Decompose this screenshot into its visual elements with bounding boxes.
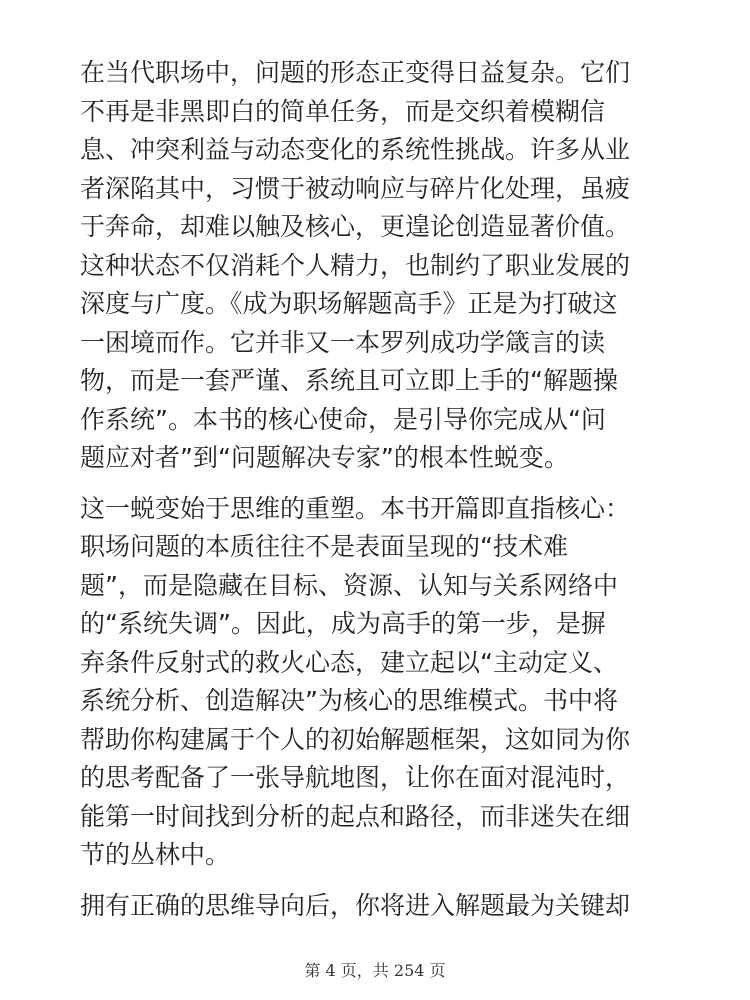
body-text bbox=[80, 54, 680, 925]
text-line: 深度与广度。《成为职场解题高手》正是为打破这 bbox=[80, 289, 618, 318]
text-line: 弃条件反射式的救火心态，建立起以“主动定义、 bbox=[80, 647, 618, 677]
text-line: 者深陷其中，习惯于被动响应与碎片化处理，虽疲 bbox=[80, 173, 631, 203]
text-line: 在当代职场中，问题的形态正变得日益复杂。它们 bbox=[80, 58, 631, 87]
paragraph-2 bbox=[80, 490, 680, 875]
text-line: 拥有正确的思维导向后，你将进入解题最为关键却 bbox=[80, 890, 631, 920]
text-line: 这一蜕变始于思维的重塑。本书开篇即直指核心： bbox=[80, 493, 631, 523]
text-line: 题应对者”到“问题解决专家”的根本性蜕变。 bbox=[80, 443, 569, 472]
text-line: 作系统”。本书的核心使命，是引导你完成从“问 bbox=[80, 404, 606, 434]
text-line: 一困境而作。它并非又一本罗列成功学箴言的读 bbox=[80, 327, 606, 357]
paragraph-3 bbox=[80, 887, 680, 926]
text-line: 系统分析、创造解决”为核心的思维模式。书中将 bbox=[80, 686, 618, 715]
text-line: 物，而是一套严谨、系统且可立即上手的“解题操 bbox=[80, 366, 618, 395]
text-line: 不再是非黑即白的简单任务，而是交织着模糊信 bbox=[80, 96, 606, 126]
text-line: 于奔命，却难以触及核心，更遑论创造显著价值。 bbox=[80, 212, 631, 241]
page-number-footer: 第 4 页，共 254 页 bbox=[304, 961, 446, 980]
text-line: 的“系统失调”。因此，成为高手的第一步，是摒 bbox=[80, 609, 606, 638]
text-line: 帮助你构建属于个人的初始解题框架，这如同为你 bbox=[80, 724, 631, 754]
text-line: 节的丛林中。 bbox=[80, 840, 231, 869]
text-line: 职场问题的本质往往不是表面呈现的“技术难 bbox=[80, 532, 568, 561]
paragraph-1 bbox=[80, 54, 680, 478]
text-line: 的思考配备了一张导航地图，让你在面对混沌时， bbox=[80, 763, 631, 792]
text-line: 能第一时间找到分析的起点和路径，而非迷失在细 bbox=[80, 801, 631, 831]
text-line: 息、冲突利益与动态变化的系统性挑战。许多从业 bbox=[80, 135, 631, 164]
text-line: 这种状态不仅消耗个人精力，也制约了职业发展的 bbox=[80, 250, 631, 280]
text-line: 题”，而是隐藏在目标、资源、认知与关系网络中 bbox=[80, 570, 618, 600]
